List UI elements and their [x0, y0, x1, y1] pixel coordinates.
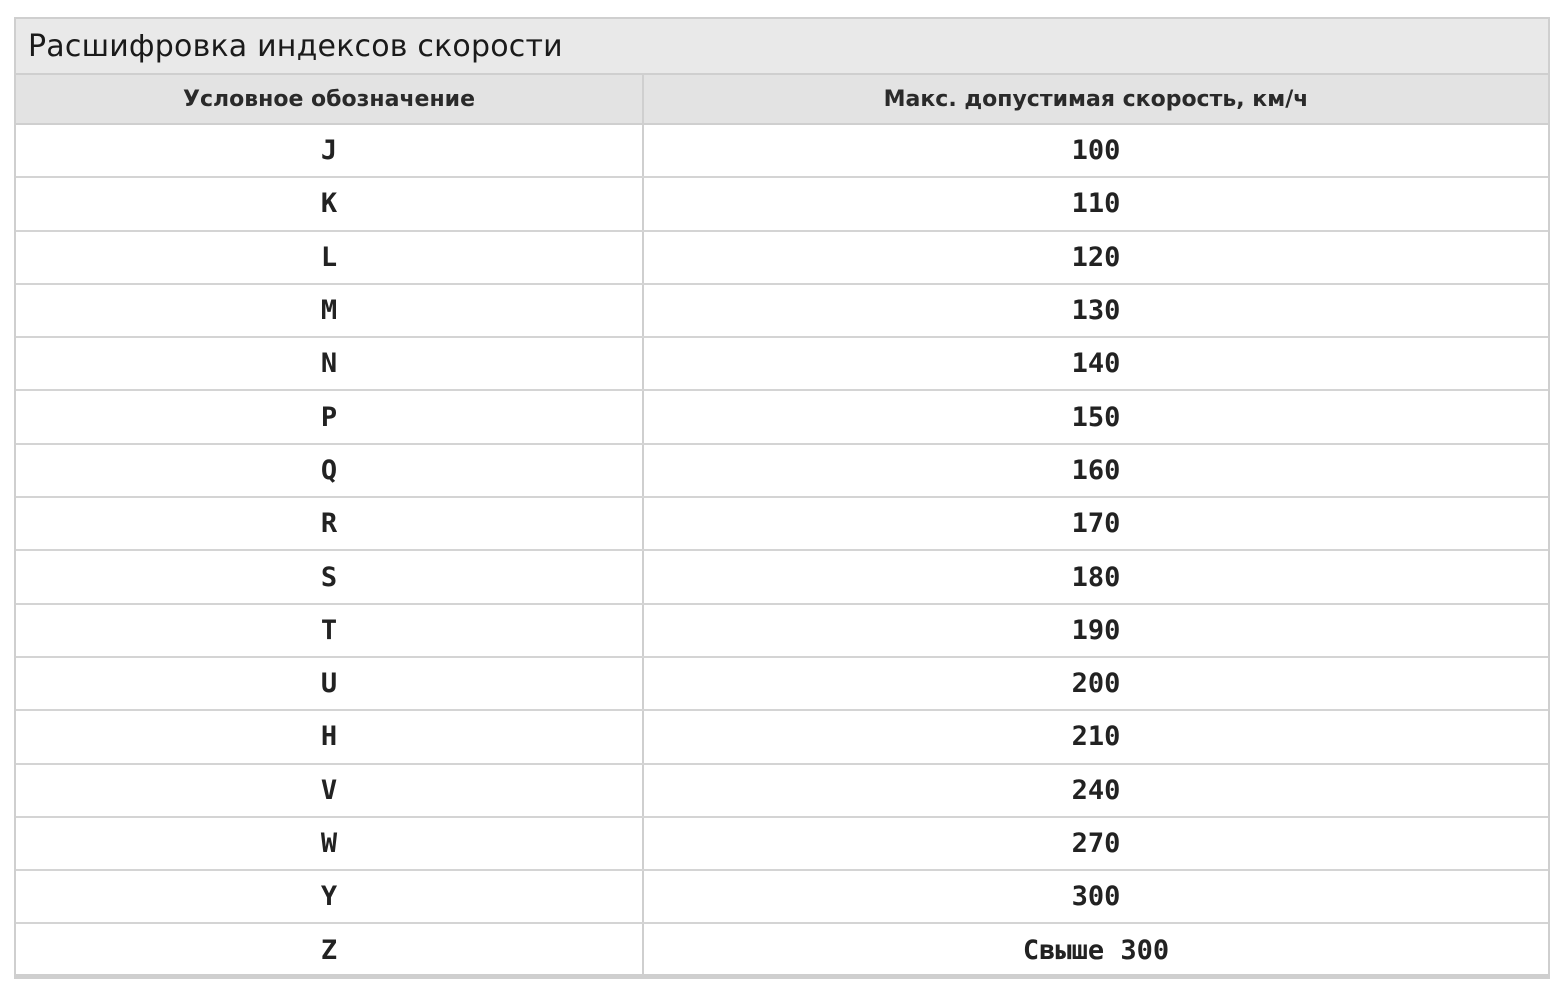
table-title: Расшифровка индексов скорости: [28, 28, 563, 64]
cell-code: W: [16, 817, 643, 870]
table-title-bar: [16, 19, 1548, 75]
column-header-code: Условное обозначение: [16, 75, 643, 124]
cell-code: S: [16, 550, 643, 603]
cell-speed: 110: [643, 177, 1548, 230]
cell-speed: 270: [643, 817, 1548, 870]
table-row: [16, 657, 1548, 710]
cell-code: N: [16, 337, 643, 390]
cell-code: J: [16, 124, 643, 177]
table-row: [16, 444, 1548, 497]
cell-speed: 100: [643, 124, 1548, 177]
table-row: [16, 923, 1548, 975]
table-row: [16, 817, 1548, 870]
cell-speed: 210: [643, 710, 1548, 763]
table-row: [16, 337, 1548, 390]
cell-code: P: [16, 390, 643, 443]
table-row: [16, 870, 1548, 923]
table-row: [16, 177, 1548, 230]
cell-code: T: [16, 604, 643, 657]
table-row: [16, 390, 1548, 443]
cell-code: Y: [16, 870, 643, 923]
cell-speed: 200: [643, 657, 1548, 710]
cell-code: K: [16, 177, 643, 230]
cell-speed: Свыше 300: [1022, 934, 1170, 966]
table-row: [16, 231, 1548, 284]
cell-speed: 160: [643, 444, 1548, 497]
table-row: [16, 550, 1548, 603]
cell-speed: 150: [643, 390, 1548, 443]
table-header-row: [16, 75, 1548, 124]
table-body: [16, 124, 1548, 976]
cell-speed: 240: [643, 764, 1548, 817]
table-row: [16, 710, 1548, 763]
table-row: [16, 124, 1548, 177]
cell-code: M: [16, 284, 643, 337]
cell-speed: 130: [643, 284, 1548, 337]
cell-code: R: [16, 497, 643, 550]
cell-speed: 140: [643, 337, 1548, 390]
cell-speed: 170: [643, 497, 1548, 550]
cell-speed: 300: [643, 870, 1548, 923]
cell-code: L: [16, 231, 643, 284]
table-row: [16, 604, 1548, 657]
speed-index-table-panel: [14, 17, 1550, 979]
table-row: [16, 497, 1548, 550]
cell-code: V: [16, 764, 643, 817]
table-row: [16, 284, 1548, 337]
speed-index-table: [16, 75, 1548, 976]
column-header-speed: Макс. допустимая скорость, км/ч: [643, 75, 1548, 124]
table-row: [16, 764, 1548, 817]
cell-speed: 190: [643, 604, 1548, 657]
cell-code: Q: [16, 444, 643, 497]
cell-speed: 120: [643, 231, 1548, 284]
cell-speed: 180: [643, 550, 1548, 603]
cell-code: U: [16, 657, 643, 710]
cell-code: H: [16, 710, 643, 763]
cell-code: Z: [16, 923, 643, 975]
